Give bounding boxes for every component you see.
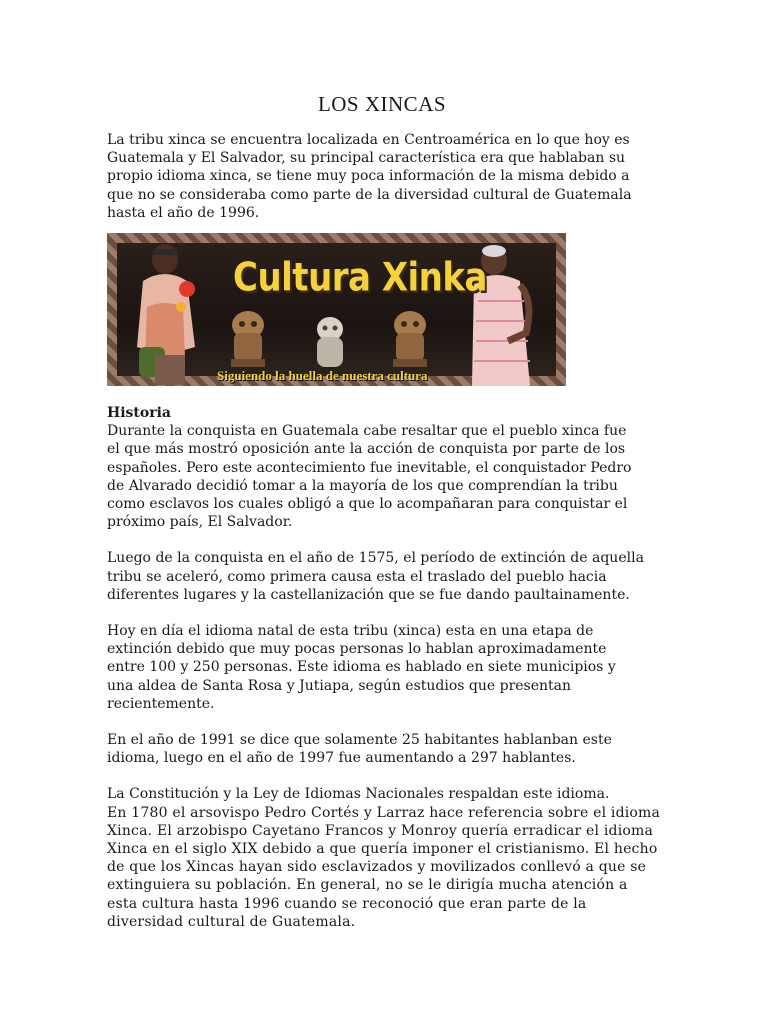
- intro-paragraph: La tribu xinca se encuentra localizada en Centroamérica en lo que hoy es Guatemala y El Salvador, su principal característica era que hablaban su propio idioma xinca, se tiene muy poca información de la misma debido a que no se consideraba como parte de la diversidad cultural de Guatemala hasta el año de 1996.: [107, 132, 632, 221]
- historia-paragraph-3: Hoy en día el idioma natal de esta tribu (xinca) esta en una etapa de extinción debido que muy pocas personas lo hablan aproximadamente entre 100 y 250 personas. Este idioma es hablado en siete municipios y una aldea de Santa Rosa y Jutiapa, según estudios que presentan recientemente.: [107, 623, 616, 712]
- historia-paragraph-6: En 1780 el arsovispo Pedro Cortés y Larraz hace referencia sobre el idioma Xinca. El arzobispo Cayetano Francos y Monroy quería erradicar el idioma Xinca en el siglo XIX debido a que quería imponer el cristianismo. El hecho de que los Xincas hayan sido esclavizados y movilizados conllevó a que se extinguiera su población. En general, no se le dirigía mucha atención a esta cultura hasta 1996 cuando se reconoció que eran parte de la diversidad cultural de Guatemala.: [107, 804, 661, 930]
- banner-title: Cultura Xinka: [233, 255, 487, 302]
- banner-subtitle: Siguiendo la huella de nuestra cultura: [217, 368, 428, 384]
- historia-paragraph-1: Durante la conquista en Guatemala cabe resaltar que el pueblo xinca fue el que más mostró oposición ante la acción de conquista por parte de los españoles. Pero este acontecimiento fue inevitable, el conquistador Pedro de Alvarado decidió tomar a la mayoría de los que comprendían la tribu como esclavos los cuales obligó a que lo acompañaran para conquistar el próximo país, El Salvador.: [107, 423, 632, 531]
- document-page: [107, 92, 667, 931]
- cultura-xinka-banner: [107, 233, 566, 386]
- historia-paragraph-2: Luego de la conquista en el año de 1575, el período de extinción de aquella tribu se aceleró, como primera causa esta el traslado del pueblo hacia diferentes lugares y la castellanización que se fue dando paultainamente.: [107, 550, 644, 603]
- stone-carving-center: [307, 313, 353, 375]
- stone-carving-right: [387, 307, 433, 369]
- page-title: LOS XINCAS: [317, 92, 447, 116]
- historia-paragraph-5: La Constitución y la Ley de Idiomas Nacionales respaldan este idioma.: [107, 786, 610, 803]
- stone-carving-left: [225, 307, 271, 369]
- historia-heading: Historia: [107, 405, 171, 422]
- historia-paragraph-4: En el año de 1991 se dice que solamente 25 habitantes hablanban este idioma, luego en el año de 1997 fue aumentando a 297 hablantes.: [107, 732, 612, 767]
- elder-woman-left-figure: [125, 237, 205, 385]
